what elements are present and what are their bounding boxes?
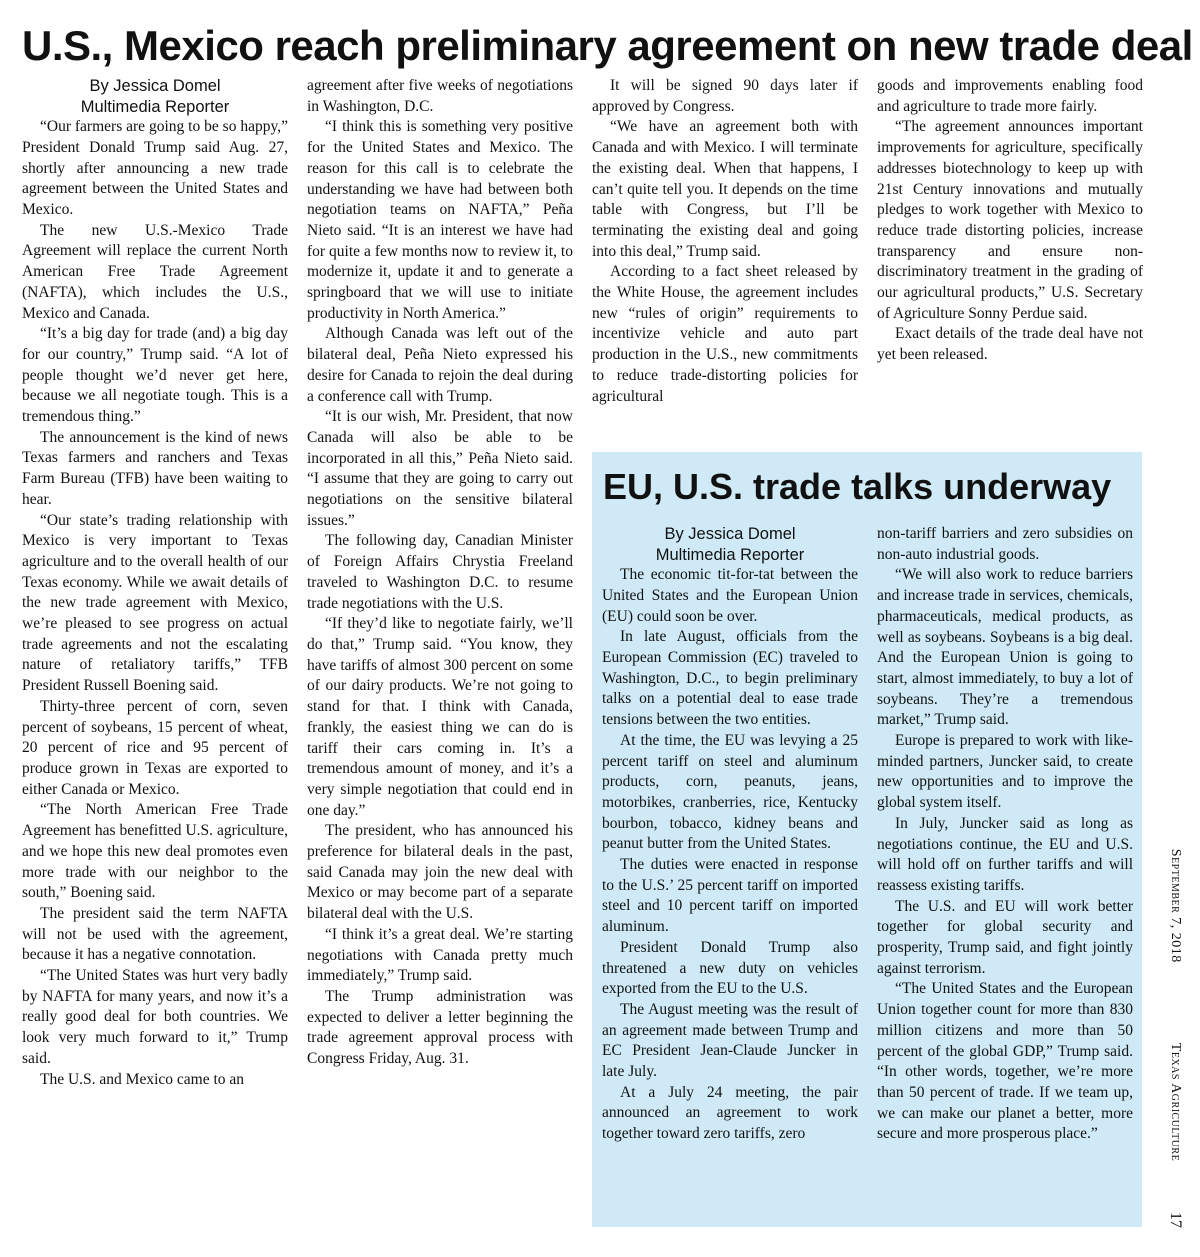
folio-date: September 7, 2018: [1168, 848, 1183, 963]
paragraph: The new U.S.-Mexico Trade Agreement will replace the current North American Free Trade Agreement (NAFTA), which includes the U.S., Mexico and Canada.: [22, 221, 288, 322]
paragraph: The announcement is the kind of news Texas farmers and ranchers and Texas Farm Bureau (TFB) have been waiting to hear.: [22, 428, 288, 508]
paragraph: “Our state’s trading relationship with Mexico is very important to Texas agriculture and to the overall health of our Texas economy. While we await details of the new trade agreement with Mexico, we’re pleased to see progress on actual trade agreements and not the escalating nature of retaliatory tariffs,” TFB President Russell Boening said.: [22, 511, 288, 695]
paragraph: “We will also work to reduce barriers and increase trade in services, chemicals, pharmaceuticals, medical products, as well as soybeans. Soybeans is a big deal. And the European Union is going to start, almost immediately, to buy a lot of soybeans. They’re a tremendous market,” Trump said.: [877, 566, 1133, 729]
paragraph: “We have an agreement both with Canada and with Mexico. I will terminate the existing deal. When that happens, I can’t quite tell you. It depends on the time table with Congress, but I’ll be terminating the existing deal and going into this deal,” Trump said.: [592, 118, 858, 260]
paragraph: non-tariff barriers and zero subsidies on non-auto industrial goods.: [877, 525, 1133, 563]
paragraph: It will be signed 90 days later if approved by Congress.: [592, 77, 858, 115]
paragraph: The U.S. and EU will work better together for global security and prosperity, Trump said, and fight jointly against terrorism.: [877, 897, 1133, 977]
paragraph: “Our farmers are going to be so happy,” President Donald Trump said Aug. 27, shortly after announcing a new trade agreement between the United States and Mexico.: [22, 118, 288, 218]
paragraph: The president said the term NAFTA will not be used with the agreement, because it has a negative connotation.: [22, 904, 288, 964]
main-article-column-1: [22, 76, 288, 1090]
main-article-column-4: [877, 76, 1143, 366]
paragraph: At the time, the EU was levying a 25 percent tariff on steel and aluminum products, corn, peanuts, jeans, motorbikes, cranberries, rice, Kentucky bourbon, tobacco, kidney beans and peanut butter from the United States.: [602, 731, 858, 853]
paragraph: The president, who has announced his preference for bilateral deals in the past, said Canada may join the new deal with Mexico or may become part of a separate bilateral deal with the U.S.: [307, 822, 573, 923]
paragraph: The economic tit-for-tat between the United States and the European Union (EU) could soon be over.: [602, 566, 858, 625]
paragraph: The following day, Canadian Minister of Foreign Affairs Chrystia Freeland traveled to Washington D.C. to resume trade negotiations with the U.S.: [307, 532, 573, 612]
paragraph: The U.S. and Mexico came to an: [40, 1070, 245, 1088]
byline-name: By Jessica Domel: [89, 77, 221, 95]
page-folio: [1160, 848, 1190, 1162]
paragraph: “It is our wish, Mr. President, that now Canada will also be able to be incorporated in all this,” Peña Nieto said. “I assume that they are going to carry out negotiations on the sensitive bilateral issues.”: [307, 408, 573, 529]
paragraph: Although Canada was left out of the bilateral deal, Peña Nieto expressed his desire for Canada to rejoin the deal during a conference call with Trump.: [307, 325, 573, 405]
headline: U.S., Mexico reach preliminary agreement on new trade deal: [22, 22, 1193, 69]
sidebar-byline-name: By Jessica Domel: [664, 525, 796, 543]
paragraph: “The United States and the European Union together count for more than 830 million citizens and more than 50 percent of the global GDP,” Trump said. “In other words, together, we’re more than 50 percent of trade. If we team up, we can make our planet a better, more secure and more prosperous place.”: [877, 980, 1133, 1143]
paragraph: Exact details of the trade deal have not yet been released.: [877, 325, 1143, 364]
paragraph: At a July 24 meeting, the pair announced an agreement to work together toward zero tariffs, zero: [602, 1083, 858, 1143]
paragraph: “The agreement announces important improvements for agriculture, specifically addresses biotechnology to keep up with 21st Century innovations and mutually pledges to work together with Mexico to reduce trade distorting policies, increase transparency and ensure non-discriminatory treatment in the grading of our agricultural products,” U.S. Secretary of Agriculture Sonny Perdue said.: [877, 118, 1143, 322]
paragraph: “I think it’s a great deal. We’re starting negotiations with Canada pretty much immediately,” Trump said.: [307, 925, 573, 985]
sidebar-article-column-1: [602, 524, 858, 1145]
paragraph: President Donald Trump also threatened a new duty on vehicles exported from the EU to the U.S.: [602, 938, 858, 998]
paragraph: In July, Juncker said as long as negotiations continue, the EU and U.S. will hold off on further tariffs and will reassess existing tariffs.: [877, 814, 1133, 894]
sidebar-article-column-2: [877, 524, 1133, 1145]
main-article-column-2: [307, 76, 573, 1070]
page-number-text: 17: [1167, 1212, 1184, 1228]
paragraph: Europe is prepared to work with like-minded partners, Juncker said, to create new opportunities and to improve the global system itself.: [877, 732, 1133, 812]
paragraph: “I think this is something very positive for the United States and Mexico. The reason for this call is to celebrate the understanding we have had between both negotiation teams on NAFTA,” Peña Nieto said. “It is an interest we have had for quite a few months now to review it, to modernize it, update it and to generate a springboard that we will use to initiate productivity in North America.”: [307, 118, 573, 322]
page-number: [1160, 1205, 1190, 1235]
sidebar-headline: EU, U.S. trade talks underway: [603, 466, 1112, 507]
paragraph: goods and improvements enabling food and agriculture to trade more fairly.: [877, 77, 1143, 115]
paragraph: The August meeting was the result of an agreement made between Trump and EC President Jean-Claude Juncker in late July.: [602, 1000, 858, 1081]
sidebar-byline-title: Multimedia Reporter: [655, 545, 805, 564]
paragraph: agreement after five weeks of negotiations in Washington, D.C.: [307, 77, 573, 115]
folio-publication: Texas Agriculture: [1168, 1042, 1183, 1162]
byline-title: Multimedia Reporter: [80, 97, 230, 116]
paragraph: In late August, officials from the European Commission (EC) traveled to Washington, D.C., to begin preliminary talks on a potential deal to ease trade tensions between the two entities.: [602, 628, 858, 729]
main-article-column-3: [592, 76, 858, 407]
paragraph: Thirty-three percent of corn, seven percent of soybeans, 15 percent of wheat, 20 percent of rice and 95 percent of produce grown in Texas are exported to either Canada or Mexico.: [22, 697, 288, 798]
paragraph: The Trump administration was expected to deliver a letter beginning the trade agreement approval process with Congress Friday, Aug. 31.: [307, 987, 573, 1068]
paragraph: According to a fact sheet released by the White House, the agreement includes new “rules of origin” requirements to incentivize vehicle and auto part production in the U.S., new commitments to reduce trade-distorting policies for agricultural: [592, 263, 858, 405]
paragraph: “The North American Free Trade Agreement has benefitted U.S. agriculture, and we hope this new deal promotes even more trade with our neighbor to the south,” Boening said.: [22, 801, 288, 902]
paragraph: “If they’d like to negotiate fairly, we’ll do that,” Trump said. “You know, they have tariffs of almost 300 percent on some of our dairy products. We’re not going to stand for that. I think with Canada, frankly, the easiest thing we can do is tariff their cars coming in. It’s a tremendous amount of money, and it’s a very simple negotiation that could end in one day.”: [307, 615, 573, 819]
paragraph: “The United States was hurt very badly by NAFTA for many years, and now it’s a really good deal for both countries. We look very much forward to it,” Trump said.: [22, 967, 288, 1067]
paragraph: The duties were enacted in response to the U.S.’ 25 percent tariff on imported steel and 10 percent tariff on imported aluminum.: [602, 856, 858, 936]
paragraph: “It’s a big day for trade (and) a big day for our country,” Trump said. “A lot of people thought we’d never get here, because we all negotiate tough. This is a tremendous thing.”: [22, 325, 288, 426]
